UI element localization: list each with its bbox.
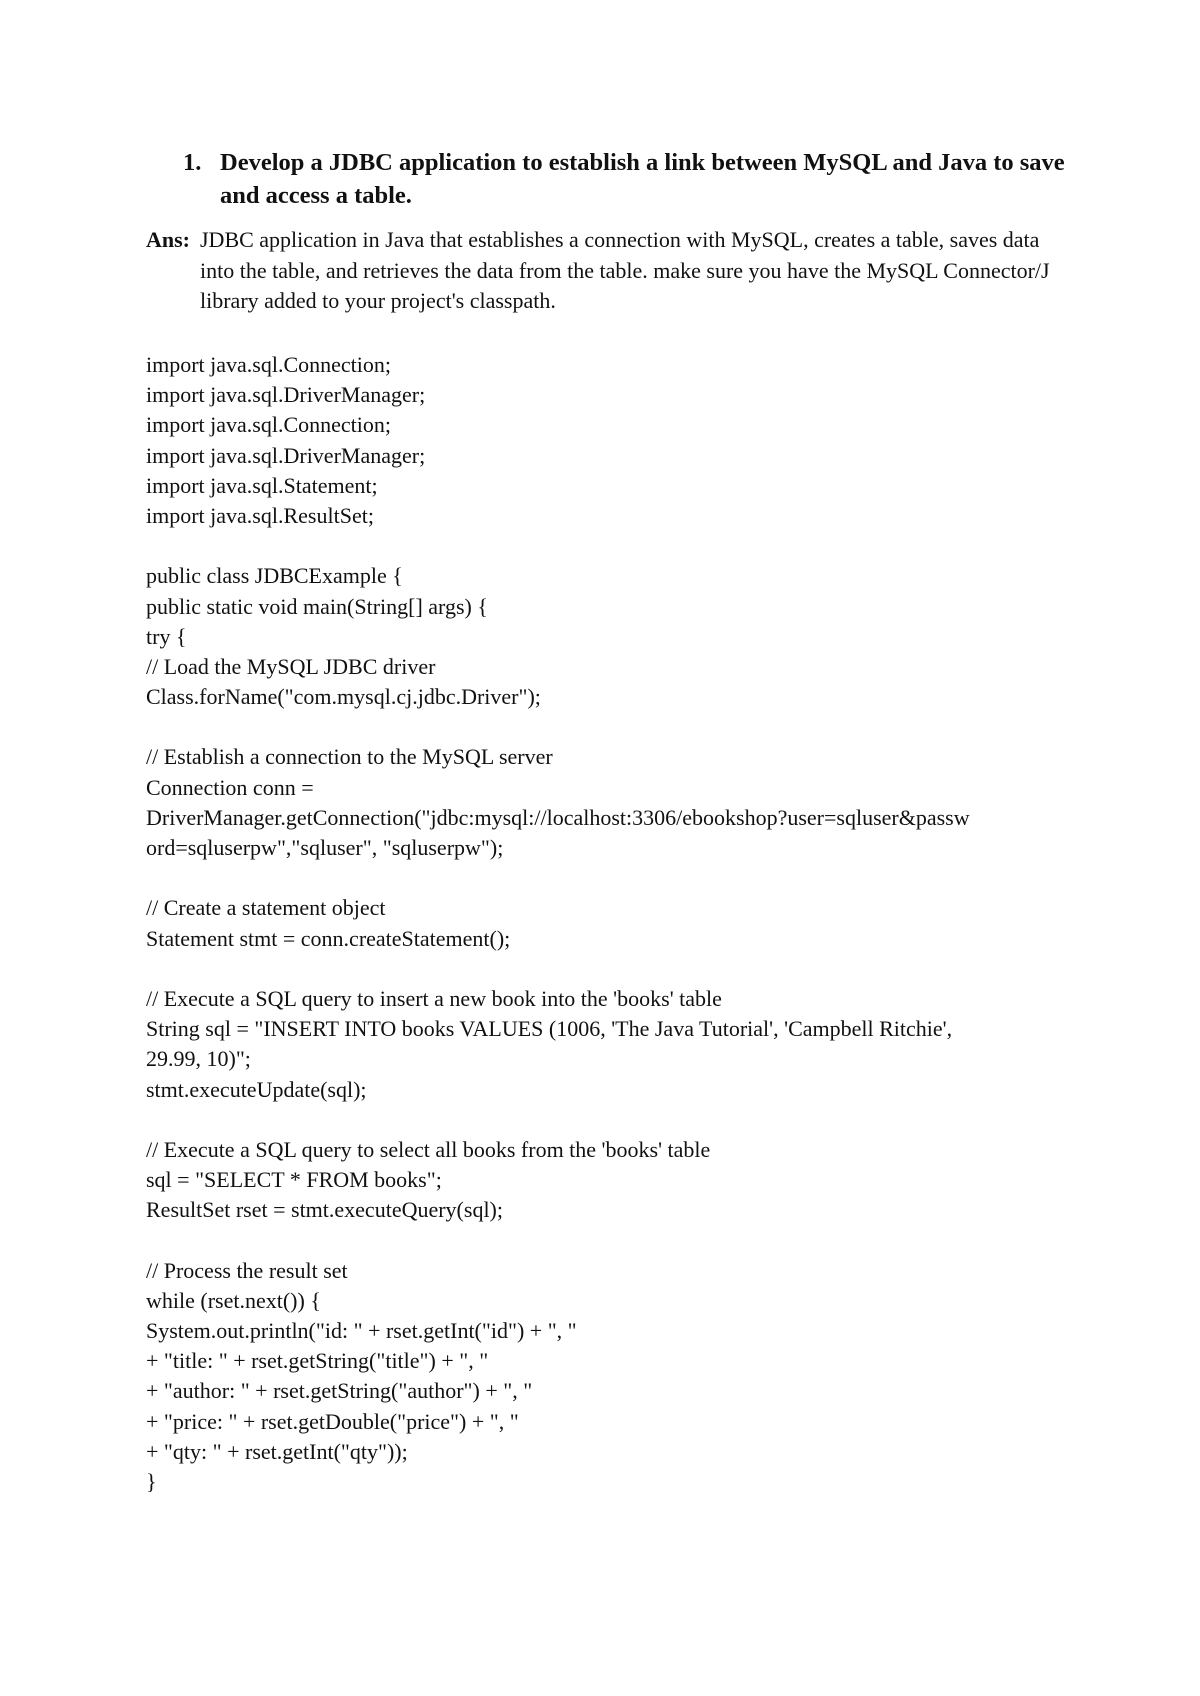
code-line: stmt.executeUpdate(sql); [146, 1076, 367, 1102]
answer-paragraph [146, 225, 1076, 317]
code-line: // Establish a connection to the MySQL server [146, 744, 553, 770]
code-line: DriverManager.getConnection("jdbc:mysql://localhost:3306/ebookshop?user=sqluser&passw [146, 804, 970, 830]
code-line: // Process the result set [146, 1257, 348, 1283]
code-line: import java.sql.Statement; [146, 472, 378, 498]
question-number: 1. [183, 149, 202, 176]
code-line [146, 863, 1076, 893]
answer-text: JDBC application in Java that establishes a connection with MySQL, creates a table, saves data into the table, and retrieves the data from the table. make sure you have the MySQL Connector/J library added to your project's classpath. [200, 227, 1050, 313]
code-line: // Create a statement object [146, 895, 386, 921]
code-line [146, 1105, 1076, 1135]
code-line: System.out.println("id: " + rset.getInt("id") + ", " [146, 1318, 577, 1343]
code-line: Connection conn = [146, 774, 314, 800]
code-line: // Execute a SQL query to insert a new book into the 'books' table [146, 985, 722, 1011]
code-block [146, 350, 1076, 1497]
code-line: public static void main(String[] args) { [146, 593, 488, 619]
code-line: import java.sql.Connection; [146, 412, 392, 438]
code-line: ResultSet rset = stmt.executeQuery(sql); [146, 1197, 503, 1223]
code-line: public class JDBCExample { [146, 563, 403, 589]
code-line: } [146, 1468, 157, 1494]
code-line [146, 712, 1076, 742]
code-line: // Load the MySQL JDBC driver [146, 653, 436, 679]
code-line: + "author: " + rset.getString("author") + ", " [146, 1378, 533, 1404]
code-line: import java.sql.ResultSet; [146, 502, 374, 528]
code-line: try { [146, 623, 187, 649]
code-line: Class.forName("com.mysql.cj.jdbc.Driver"); [146, 684, 541, 710]
code-line: + "qty: " + rset.getInt("qty")); [146, 1438, 408, 1464]
code-line: Statement stmt = conn.createStatement(); [146, 925, 511, 951]
code-line: String sql = "INSERT INTO books VALUES (1006, 'The Java Tutorial', 'Campbell Ritchie', [146, 1016, 953, 1042]
code-line: import java.sql.DriverManager; [146, 382, 426, 408]
question-text: Develop a JDBC application to establish a link between MySQL and Java to save and access a table. [220, 149, 1065, 209]
code-line: // Execute a SQL query to select all books from the 'books' table [146, 1136, 711, 1162]
code-line: + "price: " + rset.getDouble("price") + ", " [146, 1408, 519, 1434]
code-line [146, 531, 1076, 561]
code-line: import java.sql.DriverManager; [146, 442, 426, 468]
code-line: 29.99, 10)"; [146, 1046, 251, 1072]
code-line: + "title: " + rset.getString("title") + ", " [146, 1348, 489, 1374]
code-line: while (rset.next()) { [146, 1287, 321, 1313]
code-line: sql = "SELECT * FROM books"; [146, 1167, 442, 1193]
code-line [146, 954, 1076, 984]
code-line: ord=sqluserpw","sqluser", "sqluserpw"); [146, 835, 504, 860]
question-heading [183, 146, 1083, 212]
answer-label: Ans: [146, 227, 191, 252]
code-line: import java.sql.Connection; [146, 352, 392, 377]
code-line [146, 1225, 1076, 1255]
